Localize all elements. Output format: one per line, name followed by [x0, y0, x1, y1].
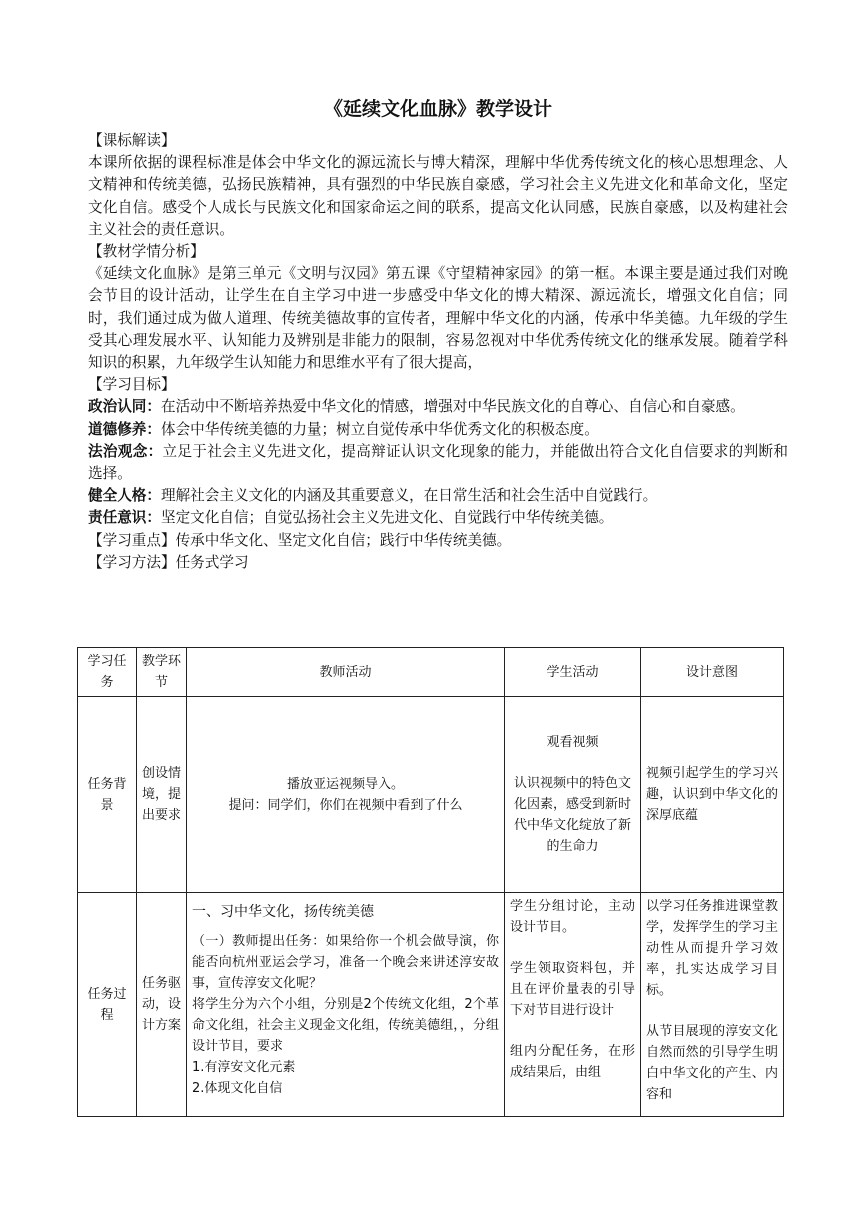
cell-task: 任务背景	[78, 697, 137, 893]
cell-stage: 任务驱动，设计方案	[137, 893, 187, 1117]
goal-text: 立足于社会主义先进文化，提高辩证认识文化现象的能力，并能做出符合文化自信要求的判断和选择。	[88, 442, 788, 483]
focus-text: 传承中华文化、坚定文化自信；践行中华传统美德。	[175, 531, 512, 549]
table-row	[78, 697, 784, 893]
goal-label: 政治认同：	[88, 398, 161, 416]
cell-teacher	[187, 893, 505, 1117]
teacher-heading: 一、习中华文化，扬传统美德	[192, 904, 374, 920]
goal-item	[88, 396, 788, 418]
header-student: 学生活动	[505, 648, 641, 697]
cell-intent: 视频引起学生的学习兴趣，认识到中华文化的深厚底蕴	[641, 697, 784, 893]
section-heading-curriculum: 【课标解读】	[88, 132, 176, 149]
header-stage: 教学环节	[137, 648, 187, 697]
teacher-paragraph: 将学生分为六个小组，分别是2个传统文化组，2个革命文化组，社会主义现金文化组，传统美德组，，分组设计节目，要求	[192, 997, 499, 1054]
goal-text: 体会中华传统美德的力量；树立自觉传承中华优秀文化的积极态度。	[160, 420, 599, 438]
intent-line: 以学习任务推进课堂教学，发挥学生的学习主动性从而提升学习效率，扎实达成学习目标。	[646, 899, 778, 998]
goal-item	[88, 441, 788, 485]
cell-stage: 创设情境，提出要求	[137, 697, 187, 893]
teacher-list-item: 1.有淳安文化元素	[192, 1060, 296, 1075]
intent-line: 从节目展现的淳安文化自然而然的引导学生明白中华文化的产生、内容和	[646, 1024, 778, 1102]
analysis-text: 《延续文化血脉》是第三单元《文明与汉园》第五课《守望精神家园》的第一框。本课主要是通过我们对晚会节目的设计活动，让学生在自主学习中进一步感受中华文化的博大精深、源远流长，增强文化自信；同时，我们通过成为做人道理、传统美德故事的宣传者，理解中华文化的内涵，传承中华美德。九年级的学生受其心理发展水平、认知能力及辨别是非能力的限制，容易忽视对中华优秀传统文化的继承发展。随着学科知识的积累，九年级学生认知能力和思维水平有了很大提高，	[88, 265, 788, 372]
goal-label: 法治观念：	[88, 442, 163, 460]
cell-student	[505, 697, 641, 893]
goal-label: 道德修养：	[88, 420, 161, 438]
goal-label: 责任意识：	[88, 509, 161, 527]
method-line	[88, 552, 788, 574]
goal-text: 理解社会主义文化的内涵及其重要意义，在日常生活和社会生活中自觉践行。	[160, 487, 658, 505]
student-line: 组内分配任务，在形成结果后，由组	[510, 1044, 635, 1080]
teacher-paragraph: （一）教师提出任务：如果给你一个机会做导演，你能否向杭州亚运会学习，准备一个晚会来讲述淳安故事，宣传淳安文化呢？	[192, 934, 499, 991]
teacher-line: 提问：同学们，你们在视频中看到了什么	[228, 797, 463, 813]
teacher-list-item: 2.体现文化自信	[192, 1081, 283, 1096]
student-line: 认识视频中的特色文化因素，感受到新时代中华文化绽放了新的生命力	[513, 776, 631, 854]
header-teacher: 教师活动	[187, 648, 505, 697]
cell-teacher	[187, 697, 505, 893]
curriculum-text: 本课所依据的课程标准是体会中华文化的源远流长与博大精深，理解中华优秀传统文化的核心思想理念、人文精神和传统美德，弘扬民族精神，具有强烈的中华民族自豪感，学习社会主义先进文化和革命文化，坚定文化自信。感受个人成长与民族文化和国家命运之间的联系，提高文化认同感，民族自豪感，以及构建社会主义社会的责任意识。	[88, 154, 788, 238]
goal-item	[88, 507, 788, 529]
document-body	[88, 130, 788, 574]
goal-item	[88, 485, 788, 507]
student-line: 学生分组讨论，主动设计节目。	[510, 899, 635, 935]
cell-student	[505, 893, 641, 1117]
goal-text: 在活动中不断培养热爱中华文化的情感，增强对中华民族文化的自尊心、自信心和自豪感。	[160, 398, 745, 416]
table-row	[78, 893, 784, 1117]
student-line: 观看视频	[546, 735, 599, 750]
goal-label: 健全人格：	[88, 487, 161, 505]
cell-intent	[641, 893, 784, 1117]
focus-line	[88, 530, 788, 552]
section-heading-goals: 【学习目标】	[88, 376, 176, 394]
header-task: 学习任务	[78, 648, 137, 697]
section-heading-analysis: 【教材学情分析】	[88, 243, 205, 261]
table-header-row	[78, 648, 784, 697]
cell-task: 任务过程	[78, 893, 137, 1117]
page-title: 《延续文化血脉》教学设计	[323, 98, 552, 120]
section-heading-focus: 【学习重点】	[88, 531, 176, 549]
header-intent: 设计意图	[641, 648, 784, 697]
method-text: 任务式学习	[175, 553, 249, 571]
lesson-plan-table	[77, 647, 784, 1117]
section-heading-method: 【学习方法】	[88, 553, 176, 571]
student-line: 学生领取资料包，并且在评价量表的引导下对节目进行设计	[510, 961, 635, 1018]
goal-text: 坚定文化自信；自觉弘扬社会主义先进文化、自觉践行中华传统美德。	[160, 509, 614, 527]
teacher-line: 播放亚运视频导入。	[286, 776, 404, 792]
goal-item	[88, 419, 788, 441]
